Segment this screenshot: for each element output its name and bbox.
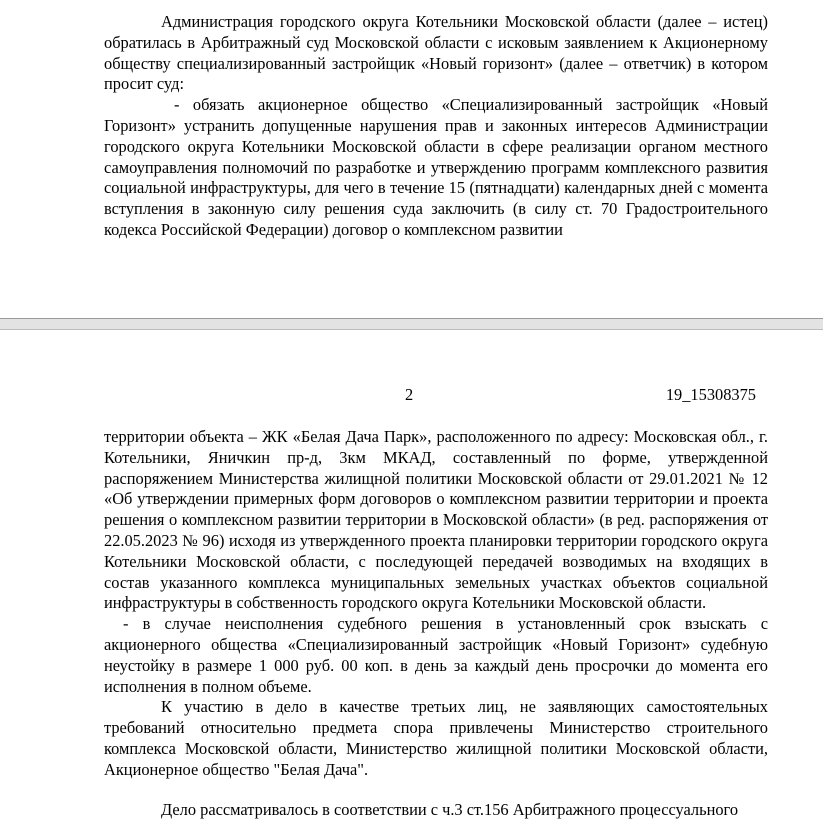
page-1-body	[104, 12, 768, 241]
page-2-body	[104, 427, 768, 781]
paragraph-procedure-cut	[104, 800, 768, 819]
document-page-1	[0, 0, 823, 318]
paragraph-territory-continuation: территории объекта – ЖК «Белая Дача Парк», расположенного по адресу: Московская обл., г. Котельники, Яничкин пр-д, 3км МКАД, составленный по форме, утвержденной распоряжением Министерства жилищной политики Московской области от 29.01.2021 № 12 «Об утверждении примерных форм договоров о комплексном развитии территории и проекта решения о комплексном развитии территории в Московской области» (в ред. распоряжения от 22.05.2023 № 96) исходя из утвержденного проекта планировки территории городского округа Котельники Московской области, с последующей передачей возводимых на входящих в состав указанного комплекса муниципальных земельных участках объектов социальной инфраструктуры в собственность городского округа Котельники Московской области.	[104, 427, 768, 613]
paragraph-claim-intro: Администрация городского округа Котельники Московской области (далее – истец) обратилась в Арбитражный суд Московской области с исковым заявлением к Акционерному обществу специализированный застройщик «Новый горизонт» (далее – ответчик) в котором просит суд:	[104, 12, 768, 94]
paragraph-claim-obligation: - обязать акционерное общество «Специализированный застройщик «Новый Горизонт» устранить допущенные нарушения прав и законных интересов Администрации городского округа Котельники Московской области в сфере реализации органом местного самоуправления полномочий по разработке и утверждению программ комплексного развития социальной инфраструктуры, для чего в течение 15 (пятнадцати) календарных дней с момента вступления в законную силу решения суда заключить (в силу ст. 70 Градостроительного кодекса Российской Федерации) договор о комплексном развитии	[104, 95, 768, 239]
document-page-2	[0, 330, 823, 819]
paragraph-third-parties: К участию в дело в качестве третьих лиц, не заявляющих самостоятельных требований относительно предмета спора привлечены Министерство строительного комплекса Московской области, Министерство жилищной политики Московской области, Акционерное общество "Белая Дача".	[104, 697, 768, 779]
page-number: 2	[405, 385, 414, 404]
page-header	[104, 385, 768, 407]
paragraph-penalty: - в случае неисполнения судебного решения в установленный срок взыскать с акционерного общества «Специализированный застройщик «Новый Горизонт» судебную неустойку в размере 1 000 руб. 00 коп. в день за каждый день просрочки до момента его исполнения в полном объеме.	[104, 614, 768, 696]
page-separator	[0, 318, 823, 330]
document-id: 19_15308375	[665, 385, 756, 404]
paragraph-procedure: Дело рассматривалось в соответствии с ч.3 ст.156 Арбитражного процессуального	[161, 800, 739, 819]
